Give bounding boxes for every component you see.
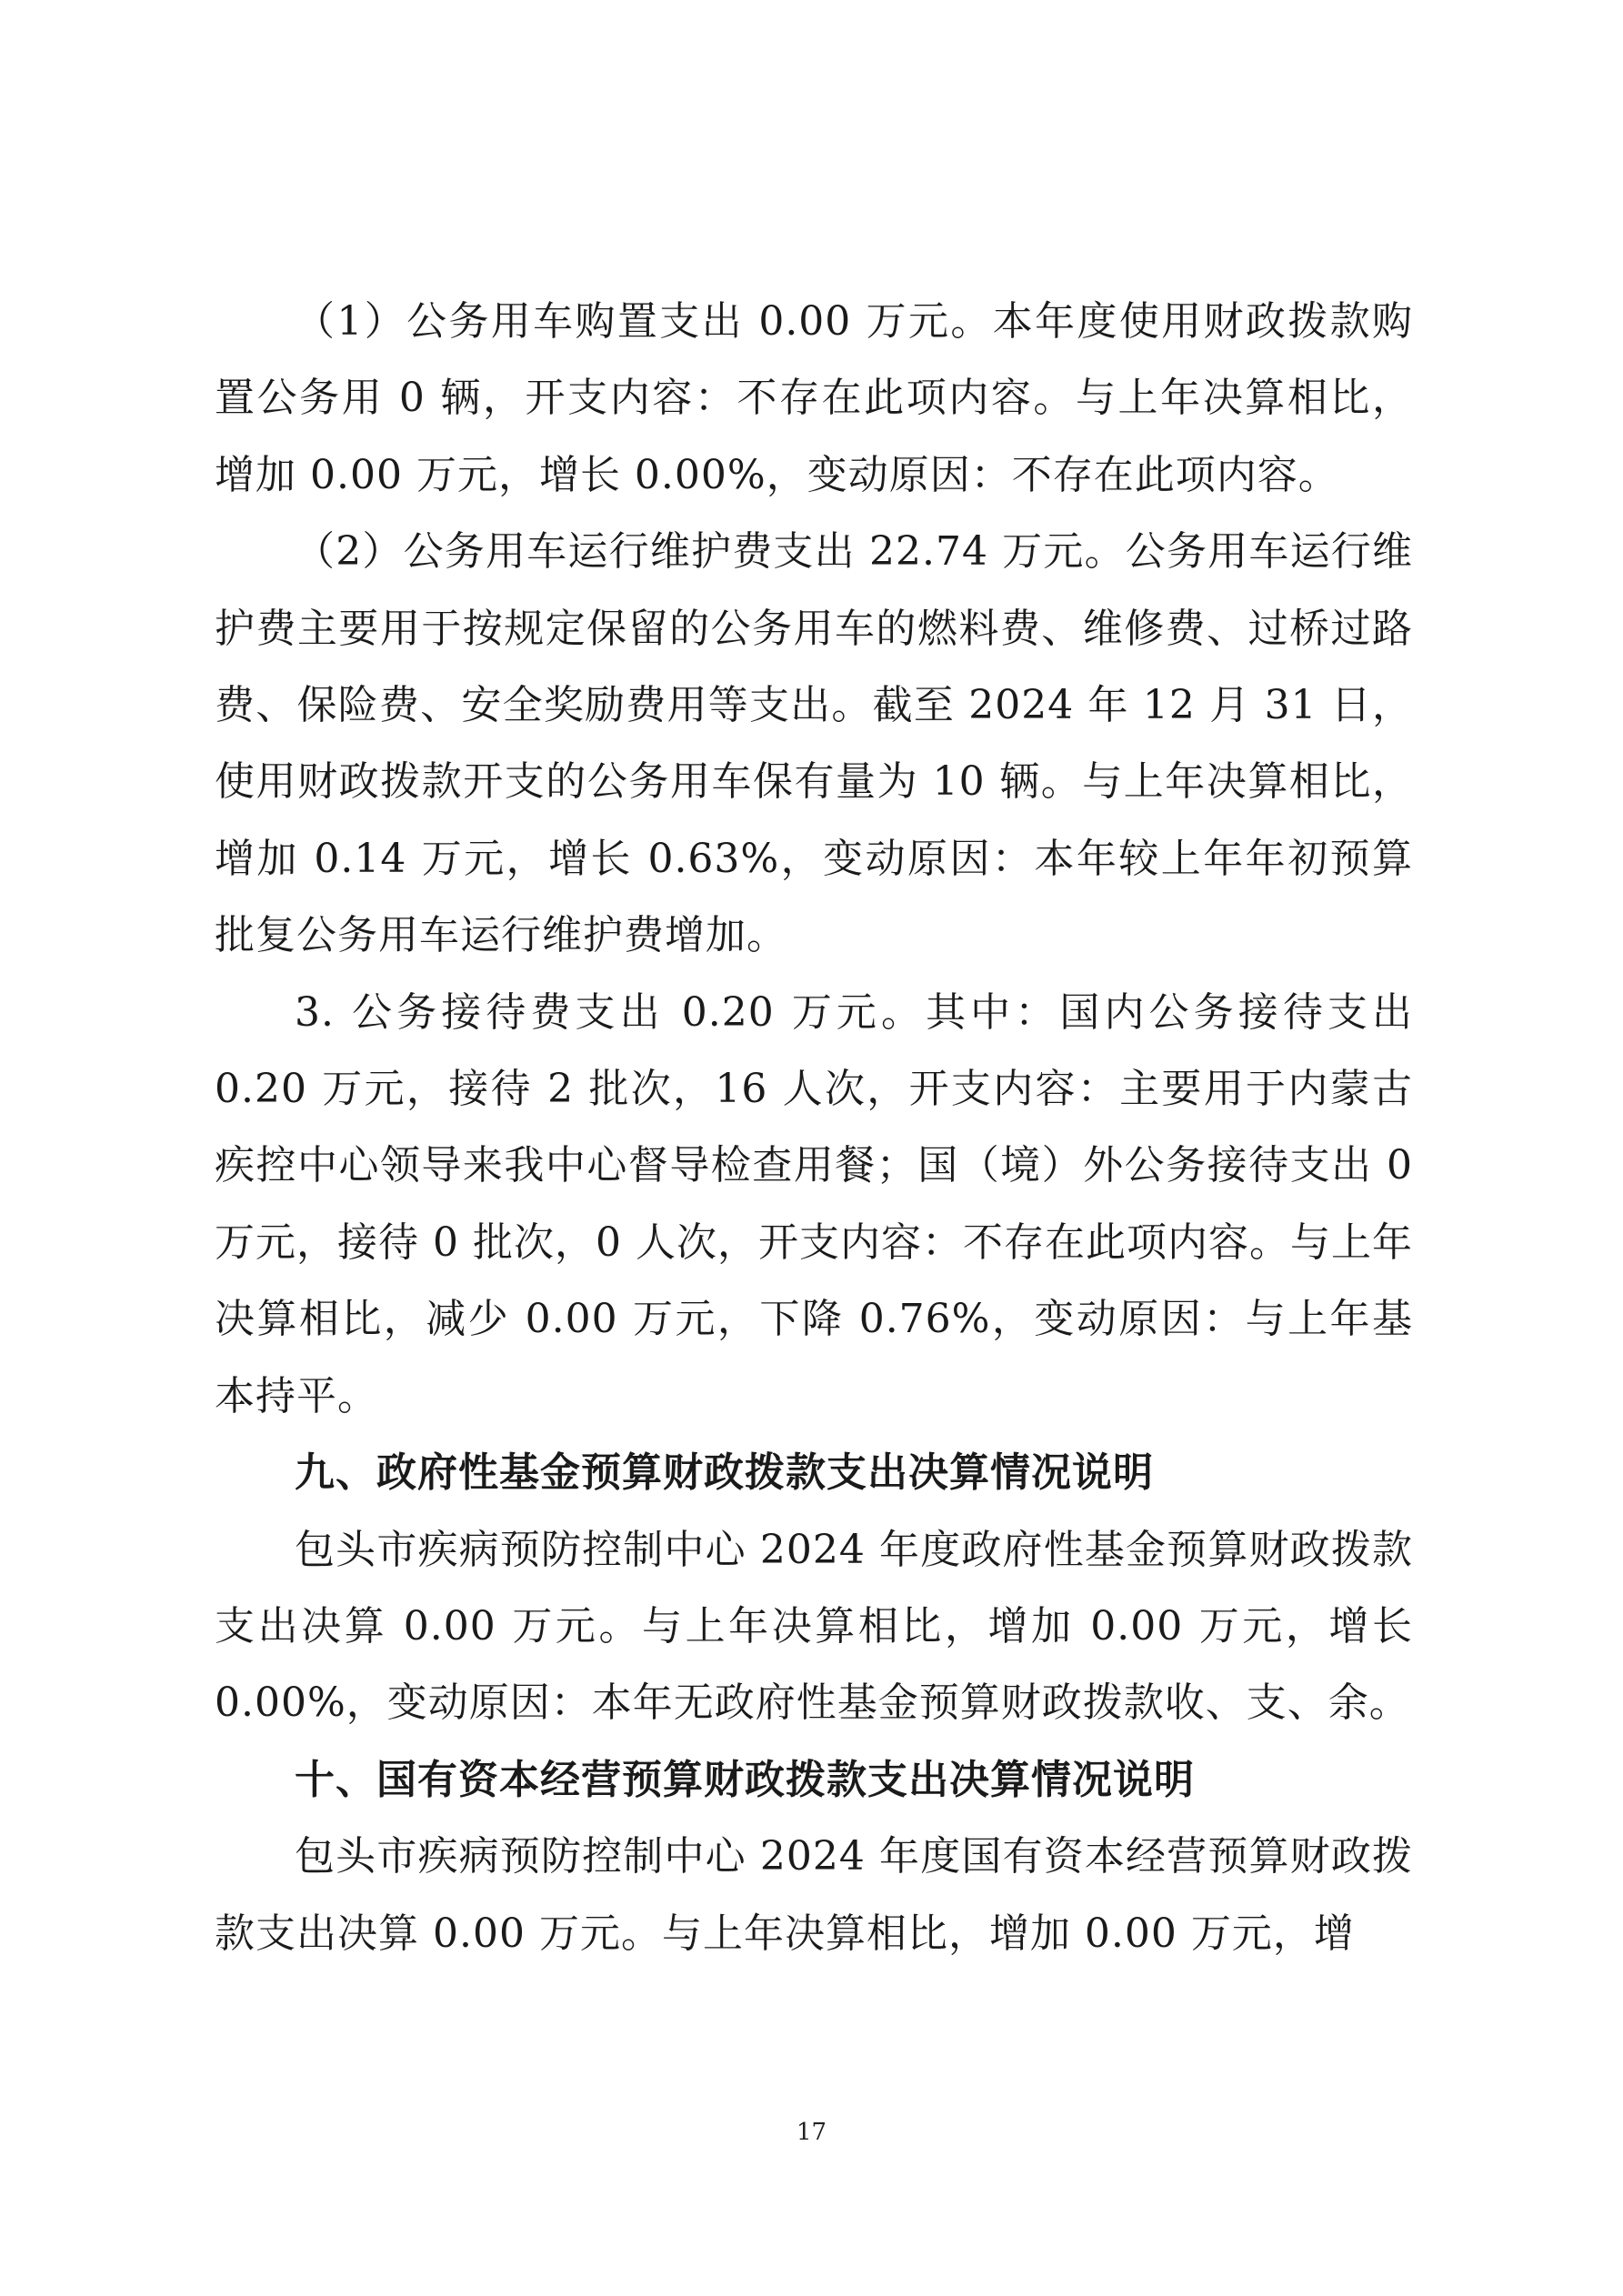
document-body xyxy=(215,284,1413,1972)
paragraph-vehicle-purchase: （1）公务用车购置支出 0.00 万元。本年度使用财政拨款购置公务用 0 辆，开支内容：不存在此项内容。与上年决算相比，增加 0.00 万元，增长 0.00%，变动原因：不存在此项内容。 xyxy=(215,298,1413,498)
paragraph-government-fund: 包头市疾病预防控制中心 2024 年度政府性基金预算财政拨款支出决算 0.00 万元。与上年决算相比，增加 0.00 万元，增长 0.00%，变动原因：本年无政府性基金预算财政拨款收、支、余。 xyxy=(215,1526,1413,1727)
page-number: 17 xyxy=(796,2119,827,2146)
heading-state-capital: 十、国有资本经营预算财政拨款支出决算情况说明 xyxy=(295,1756,1195,1803)
paragraph-reception: 3. 公务接待费支出 0.20 万元。其中：国内公务接待支出 0.20 万元，接待 2 批次，16 人次，开支内容：主要用于内蒙古疾控中心领导来我中心督导检查用餐；国（境）外公务接待支出 0 万元，接待 0 批次，0 人次，开支内容：不存在此项内容。与上年决算相比，减少 0.00 万元，下降 0.76%，变动原因：与上年基本持平。 xyxy=(215,988,1413,1419)
heading-government-fund: 九、政府性基金预算财政拨款支出决算情况说明 xyxy=(295,1449,1154,1497)
paragraph-vehicle-maintenance: （2）公务用车运行维护费支出 22.74 万元。公务用车运行维护费主要用于按规定保留的公务用车的燃料费、维修费、过桥过路费、保险费、安全奖励费用等支出。截至 2024 年 12 月 31 日，使用财政拨款开支的公务用车保有量为 10 辆。与上年决算相比，增加 0.14 万元，增长 0.63%，变动原因：本年较上年年初预算批复公务用车运行维护费增加。 xyxy=(215,528,1413,959)
paragraph-state-capital: 包头市疾病预防控制中心 2024 年度国有资本经营预算财政拨款支出决算 0.00 万元。与上年决算相比，增加 0.00 万元，增 xyxy=(215,1833,1413,1957)
